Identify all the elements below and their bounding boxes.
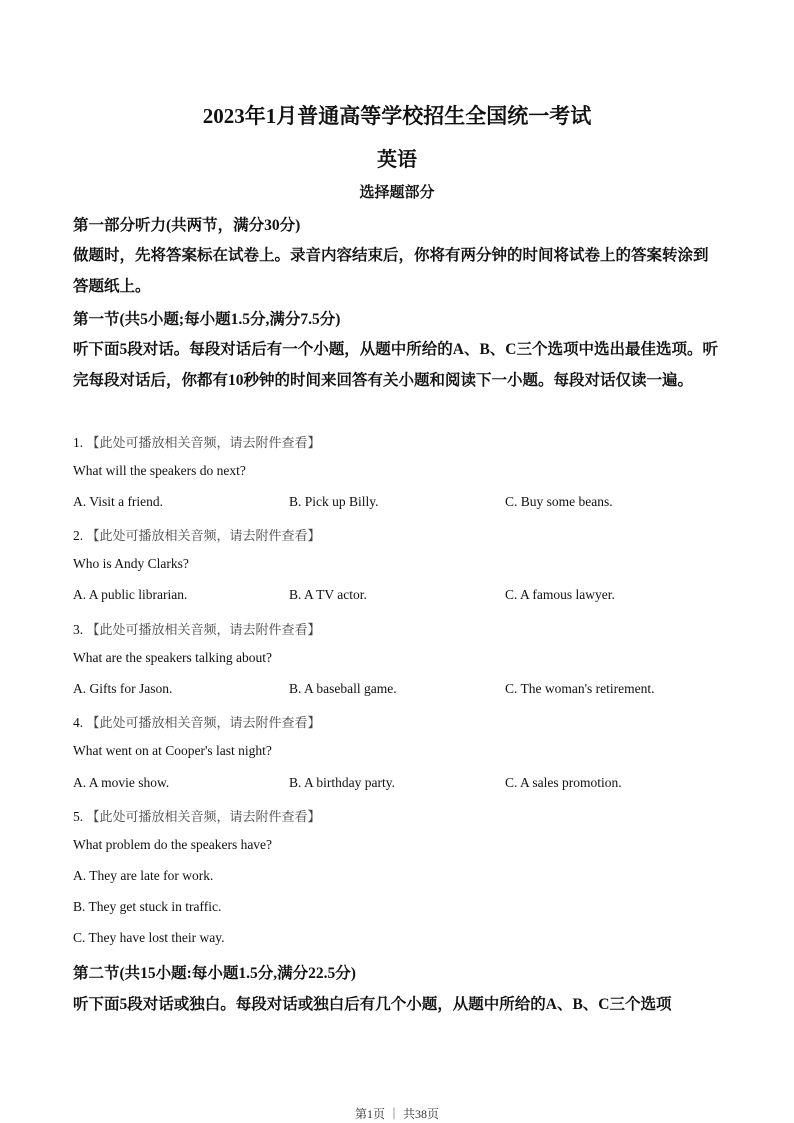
question-1-text: What will the speakers do next? — [73, 463, 246, 478]
question-1-header — [73, 432, 321, 451]
question-3-header — [73, 619, 321, 638]
section1-heading: 第一节(共5小题;每小题1.5分,满分7.5分) — [73, 311, 341, 328]
question-5-header — [73, 806, 321, 825]
part1-instructions: 做题时，先将答案标在试卷上。录音内容结束后，你将有两分钟的时间将试卷上的答案转涂到答题纸上。 — [73, 247, 709, 295]
question-number: 1. — [73, 435, 84, 450]
question-2-text: Who is Andy Clarks? — [73, 556, 189, 571]
question-4-text: What went on at Cooper's last night? — [73, 743, 272, 758]
question-2-header — [73, 525, 321, 544]
subject-title: 英语 — [377, 149, 417, 171]
question-number: 3. — [73, 622, 84, 637]
exam-title: 2023年1月普通高等学校招生全国统一考试 — [202, 104, 592, 128]
q2-option-b: B. A TV actor. — [289, 587, 367, 602]
audio-note[interactable]: 【此处可播放相关音频，请去附件查看】 — [86, 715, 321, 730]
q5-option-a: A. They are late for work. — [73, 868, 214, 883]
q1-option-c: C. Buy some beans. — [505, 494, 613, 509]
question-4-header — [73, 712, 321, 731]
q2-option-a: A. A public librarian. — [73, 587, 188, 602]
q5-option-b: B. They get stuck in traffic. — [73, 899, 222, 914]
section2-instructions: 听下面5段对话或独白。每段对话或独白后有几个小题，从题中所给的A、B、C三个选项 — [73, 996, 672, 1013]
q2-option-c: C. A famous lawyer. — [505, 587, 615, 602]
section-label: 选择题部分 — [359, 185, 435, 201]
q4-option-a: A. A movie show. — [73, 775, 170, 790]
question-number: 5. — [73, 809, 84, 824]
q4-option-b: B. A birthday party. — [289, 775, 395, 790]
section1-instructions: 听下面5段对话。每段对话后有一个小题，从题中所给的A、B、C三个选项中选出最佳选项。听完每段对话后，你都有10秒钟的时间来回答有关小题和阅读下一小题。每段对话仅读一遍。 — [73, 341, 718, 389]
q3-option-c: C. The woman's retirement. — [505, 681, 655, 696]
q3-option-a: A. Gifts for Jason. — [73, 681, 173, 696]
section2-heading: 第二节(共15小题:每小题1.5分,满分22.5分) — [73, 965, 356, 982]
page-footer: 第1页 ｜ 共38页 — [354, 1107, 439, 1121]
audio-note[interactable]: 【此处可播放相关音频，请去附件查看】 — [86, 809, 321, 824]
question-number: 4. — [73, 715, 84, 730]
audio-note[interactable]: 【此处可播放相关音频，请去附件查看】 — [86, 528, 321, 543]
q1-option-b: B. Pick up Billy. — [289, 494, 379, 509]
q1-option-a: A. Visit a friend. — [73, 494, 164, 509]
q3-option-b: B. A baseball game. — [289, 681, 397, 696]
audio-note[interactable]: 【此处可播放相关音频，请去附件查看】 — [86, 622, 321, 637]
question-5-text: What problem do the speakers have? — [73, 837, 273, 852]
question-3-text: What are the speakers talking about? — [73, 650, 273, 665]
part1-heading: 第一部分听力(共两节，满分30分) — [73, 217, 301, 234]
q5-option-c: C. They have lost their way. — [73, 930, 225, 945]
audio-note[interactable]: 【此处可播放相关音频，请去附件查看】 — [86, 435, 321, 450]
question-number: 2. — [73, 528, 84, 543]
q4-option-c: C. A sales promotion. — [505, 775, 622, 790]
